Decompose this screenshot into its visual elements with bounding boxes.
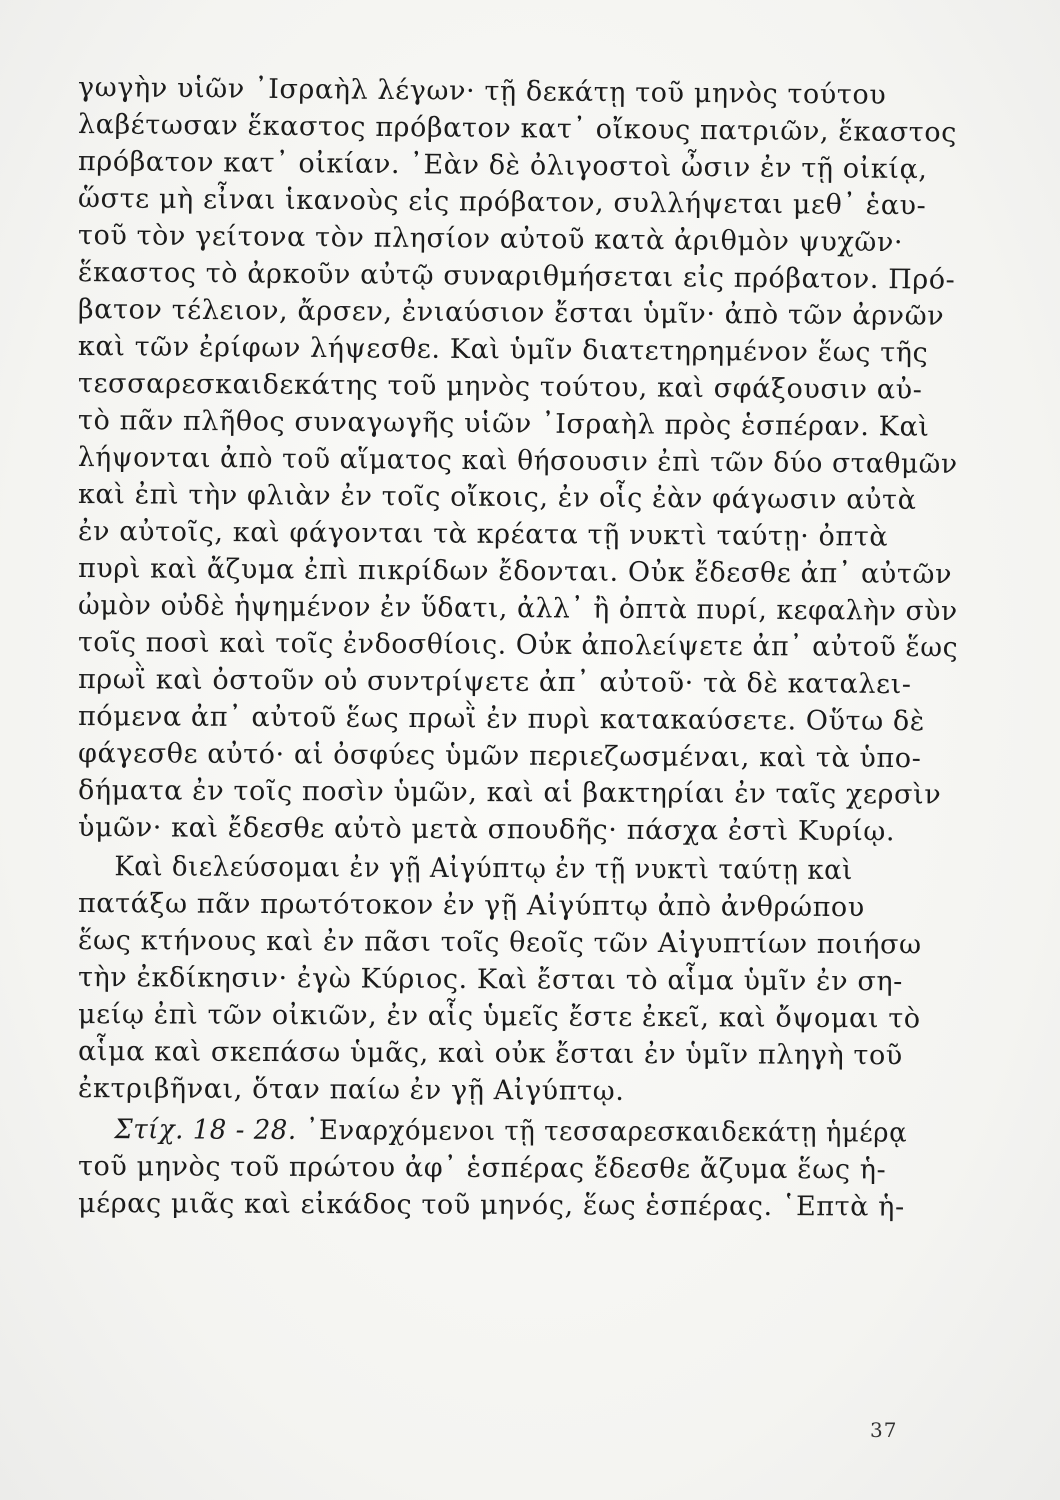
text-line: ὠμὸν οὐδὲ ἡψημένον ἐν ὕδατι, ἀλλ᾿ ἢ ὀπτὰ πυρί, κεφαλὴν σὺν [77,590,958,628]
text-line: τοῖς ποσὶ καὶ τοῖς ἐνδοσθίοις. Οὐκ ἀπολείψετε ἀπ᾿ αὐτοῦ ἕως [77,627,959,664]
page-number: 37 [870,1418,898,1442]
text-line: τοῦ τὸν γείτονα τὸν πλησίον αὐτοῦ κατὰ ἀριθμὸν ψυχῶν· [77,220,904,259]
text-line: δήματα ἐν τοῖς ποσὶν ὑμῶν, καὶ αἱ βακτηρίαι ἐν ταῖς χερσὶν [77,775,942,811]
text-line: πρωῒ καὶ ὀστοῦν οὐ συντρίψετε ἀπ᾿ αὐτοῦ· τὰ δὲ καταλει- [77,664,912,701]
text-line: λαβέτωσαν ἕκαστος πρόβατον κατ᾿ οἴκους πατριῶν, ἕκαστος [77,109,958,149]
text-line: ἐν αὐτοῖς, καὶ φάγονται τὰ κρέατα τῇ νυκτὶ ταύτῃ· ὀπτὰ [77,516,889,553]
text-line: μείῳ ἐπὶ τῶν οἰκιῶν, ἐν αἷς ὑμεῖς ἔστε ἐκεῖ, καὶ ὄψομαι τὸ [77,999,921,1035]
text-line: τὸ πᾶν πλῆθος συναγωγῆς υἱῶν ᾿Ισραὴλ πρὸς ἑσπέραν. Καὶ [77,405,930,443]
verse-reference: Στίχ. 18 - 28. [114,1114,297,1146]
text-line: ἐκτριβῆναι, ὅταν παίω ἐν γῇ Αἰγύπτῳ. [77,1073,625,1107]
text-line: ὥστε μὴ εἶναι ἱκανοὺς εἰς πρόβατον, συλλήψεται μεθ᾿ ἑαυ- [77,183,927,222]
text-line: τὴν ἐκδίκησιν· ἐγὼ Κύριος. Καὶ ἔσται τὸ αἷμα ὑμῖν ἐν ση- [77,962,903,998]
verse-reference-line [78,1112,958,1152]
text-line: τοῦ μηνὸς τοῦ πρώτου ἀφ᾿ ἑσπέρας ἔδεσθε ἄζυμα ἕως ἡ- [77,1151,887,1186]
text-line: ἕκαστος τὸ ἀρκοῦν αὐτῷ συναριθμήσεται εἰς πρόβατον. Πρό- [77,257,956,296]
text-line: φάγεσθε αὐτό· αἱ ὀσφύες ὑμῶν περιεζωσμέναι, καὶ τὰ ὑπο- [77,738,922,775]
text-line: πατάξω πᾶν πρωτότοκον ἐν γῇ Αἰγύπτῳ ἀπὸ ἀνθρώπου [77,888,865,924]
text-line: ἕως κτήνους καὶ ἐν πᾶσι τοῖς θεοῖς τῶν Αἰγυπτίων ποιήσω [77,925,922,961]
text-line: καὶ ἐπὶ τὴν φλιὰν ἐν τοῖς οἴκοις, ἐν οἷς ἐὰν φάγωσιν αὐτὰ [77,479,917,516]
text-line: γωγὴν υἱῶν ᾿Ισραὴλ λέγων· τῇ δεκάτῃ τοῦ μηνὸς τούτου [77,72,887,111]
text-line: πυρὶ καὶ ἄζυμα ἐπὶ πικρίδων ἔδονται. Οὐκ ἔδεσθε ἀπ᾿ αὐτῶν [77,553,953,591]
text-line: καὶ τῶν ἐρίφων λήψεσθε. Καὶ ὑμῖν διατετηρημένον ἕως τῆς [77,331,929,369]
text-line: ὑμῶν· καὶ ἔδεσθε αὐτὸ μετὰ σπουδῆς· πάσχα ἐστὶ Κυρίῳ. [77,812,896,848]
verse-reference-text: ᾿Εναρχόμενοι τῇ τεσσαρεσκαιδεκάτῃ ἡμέρᾳ [296,1114,908,1149]
text-line: λήψονται ἀπὸ τοῦ αἵματος καὶ θήσουσιν ἐπὶ τῶν δύο σταθμῶν [77,442,958,480]
text-line: τεσσαρεσκαιδεκάτης τοῦ μηνὸς τούτου, καὶ σφάξουσιν αὐ- [77,368,923,406]
text-line: βατον τέλειον, ἄρσεν, ἐνιαύσιον ἔσται ὑμῖν· ἀπὸ τῶν ἀρνῶν [77,294,945,332]
paragraph-start-line: Καὶ διελεύσομαι ἐν γῇ Αἰγύπτῳ ἐν τῇ νυκτὶ ταύτῃ καὶ [114,851,854,887]
text-line: πρόβατον κατ᾿ οἰκίαν. ᾿Εὰν δὲ ὀλιγοστοὶ ὦσιν ἐν τῇ οἰκίᾳ, [77,146,928,186]
text-line: πόμενα ἀπ᾿ αὐτοῦ ἕως πρωῒ ἐν πυρὶ κατακαύσετε. Οὕτω δὲ [77,701,925,738]
text-line: μέρας μιᾶς καὶ εἰκάδος τοῦ μηνός, ἕως ἑσπέρας. ῾Επτὰ ἡ- [77,1188,905,1223]
text-line: αἷμα καὶ σκεπάσω ὑμᾶς, καὶ οὐκ ἔσται ἐν ὑμῖν πληγὴ τοῦ [77,1036,903,1072]
